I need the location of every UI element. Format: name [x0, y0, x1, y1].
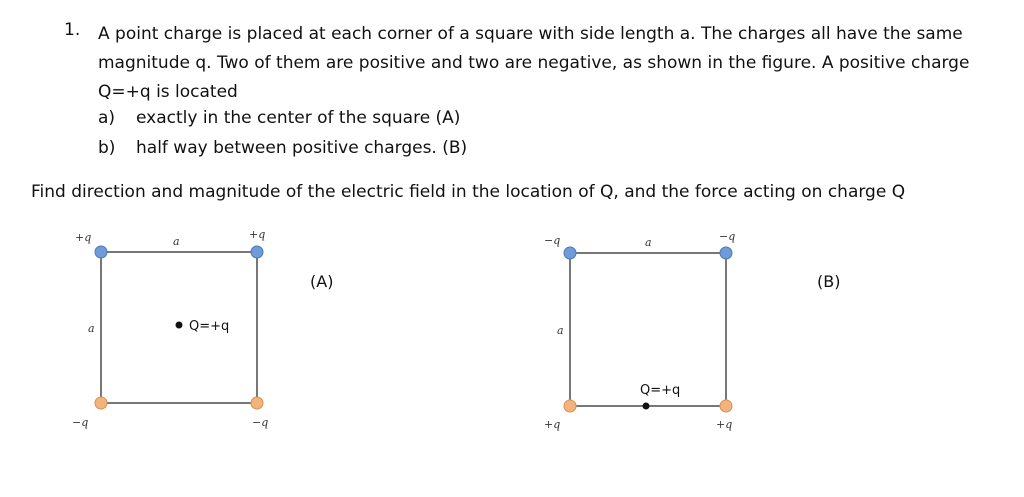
test-charge-b: [643, 403, 650, 410]
problem-text: A point charge is placed at each corner of a square with side length a. The charges all have the same magnitude q. Two of them are positive and two are negative, as shown in the figure. A positive charge Q=+q is located: [98, 24, 970, 102]
task-text: Find direction and magnitude of the electric field in the location of Q, and the force acting on charge Q: [31, 182, 906, 202]
charge-a-bottom-left: [95, 397, 107, 409]
problem-number: 1.: [64, 20, 81, 40]
figure-b-label: (B): [817, 272, 841, 291]
q-label-b: Q=+q: [640, 383, 681, 398]
figure-a: [72, 228, 268, 429]
label-b-side-top: a: [645, 236, 652, 249]
label-b-bottom-left: +q: [544, 418, 561, 431]
label-a-side-left: a: [88, 322, 95, 335]
label-a-bottom-left: −q: [72, 416, 89, 429]
label-a-side-top: a: [173, 235, 180, 248]
q-label-a: Q=+q: [189, 319, 230, 334]
label-b-side-left: a: [557, 324, 564, 337]
label-b-bottom-right: +q: [716, 418, 733, 431]
label-b-top-left: −q: [544, 234, 561, 247]
charge-a-top-right: [251, 246, 263, 258]
label-a-bottom-right: −q: [252, 416, 269, 429]
option-a-label: a): [98, 108, 116, 128]
option-a-text: exactly in the center of the square (A): [136, 108, 461, 128]
charge-a-bottom-right: [251, 397, 263, 409]
label-a-top-left: +q: [75, 231, 92, 244]
test-charge-a: [176, 322, 183, 329]
figure-a-label: (A): [310, 272, 334, 291]
label-b-top-right: −q: [719, 230, 736, 243]
label-a-top-right: +q: [249, 228, 266, 241]
charge-b-bottom-right: [720, 400, 732, 412]
charge-b-top-right: [720, 247, 732, 259]
option-b-label: b): [98, 138, 116, 158]
charge-b-bottom-left: [564, 400, 576, 412]
charge-b-top-left: [564, 247, 576, 259]
charge-a-top-left: [95, 246, 107, 258]
figure-b: [544, 230, 735, 431]
option-b-text: half way between positive charges. (B): [136, 138, 468, 158]
